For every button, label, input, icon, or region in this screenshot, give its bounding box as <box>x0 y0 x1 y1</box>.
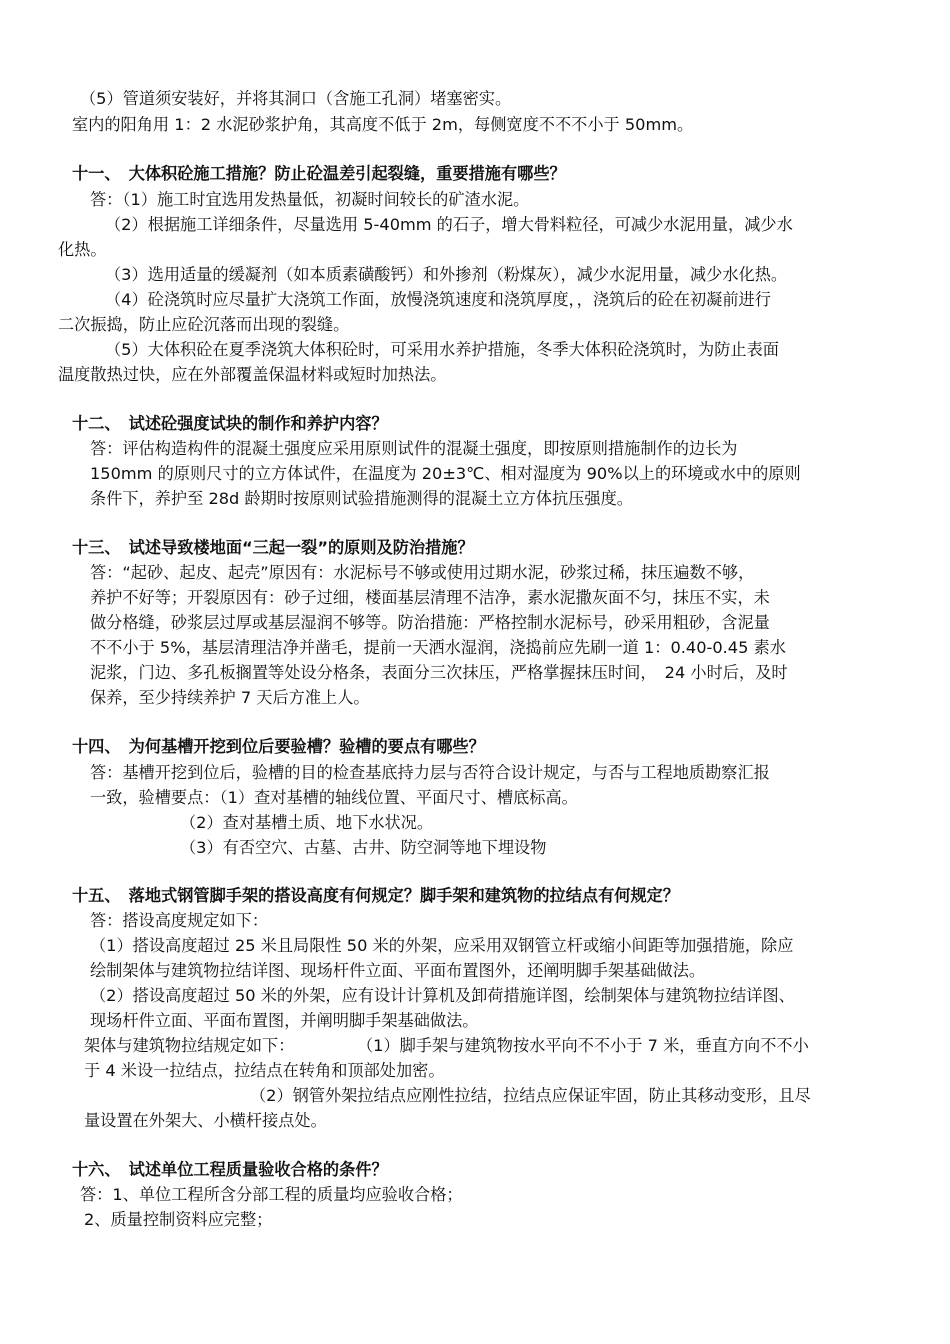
text-line: 答：搭设高度规定如下： <box>90 911 269 930</box>
text-line: 答：（1）施工时宜选用发热量低，初凝时间较长的矿渣水泥。 <box>90 190 530 209</box>
text-line: 做分格缝，砂浆层过厚或基层湿润不够等。防治措施：严格控制水泥标号，砂采用粗砂，含泥量 <box>90 613 770 632</box>
section-heading: 十四、 为何基槽开挖到位后要验槽？验槽的要点有哪些？ <box>72 737 485 756</box>
text-line: 量设置在外架大、小横杆接点处。 <box>84 1111 327 1130</box>
text-line: （5）管道须安装好，并将其洞口（含施工孔洞）堵塞密实。 <box>80 89 512 108</box>
text-line: 绘制架体与建筑物拉结详图、现场杆件立面、平面布置图外，还阐明脚手架基础做法。 <box>90 961 706 980</box>
text-line: 条件下，养护至 28d 龄期时按原则试验措施测得的混凝土立方体抗压强度。 <box>90 489 633 508</box>
text-line: （2）钢管外架拉结点应刚性拉结，拉结点应保证牢固，防止其移动变形，且尽 <box>250 1086 811 1105</box>
text-line: （5）大体积砼在夏季浇筑大体积砼时，可采用水养护措施，冬季大体积砼浇筑时，为防止表面 <box>105 340 779 359</box>
text-line: 不不小于 5%，基层清理洁净并凿毛，提前一天洒水湿润，浇捣前应先刷一道 1：0.40-0.45 素水 <box>90 638 786 657</box>
text-line: （3）有否空穴、古墓、古井、防空洞等地下埋设物 <box>180 838 547 857</box>
text-line: 150mm 的原则尺寸的立方体试件，在温度为 20±3℃、相对湿度为 90%以上的环境或水中的原则 <box>90 464 801 483</box>
text-line: 养护不好等；开裂原因有：砂子过细，楼面基层清理不洁净，素水泥撒灰面不匀，抹压不实，未 <box>90 588 770 607</box>
text-line: 答：“起砂、起皮、起壳”原因有：水泥标号不够或使用过期水泥，砂浆过稀，抹压遍数不够， <box>90 563 755 582</box>
text-line: （2）搭设高度超过 50 米的外架，应有设计计算机及卸荷措施详图，绘制架体与建筑物拉结详图、 <box>90 986 795 1005</box>
section-heading: 十六、 试述单位工程质量验收合格的条件？ <box>72 1160 388 1179</box>
text-line: 一致，验槽要点：（1）查对基槽的轴线位置、平面尺寸、槽底标高。 <box>90 788 578 807</box>
text-line: 2、质量控制资料应完整； <box>84 1210 273 1229</box>
section-heading: 十五、 落地式钢管脚手架的搭设高度有何规定？脚手架和建筑物的拉结点有何规定？ <box>72 886 680 905</box>
section-heading: 十一、 大体积砼施工措施？防止砼温差引起裂缝，重要措施有哪些？ <box>72 164 566 183</box>
text-line: 化热。 <box>58 240 107 259</box>
text-line: （2）查对基槽土质、地下水状况。 <box>180 813 434 832</box>
text-line: （2）根据施工详细条件，尽量选用 5-40mm 的石子，增大骨料粒径，可减少水泥用量，减少水 <box>105 215 793 234</box>
text-line: 温度散热过快，应在外部覆盖保温材料或短时加热法。 <box>58 365 447 384</box>
section-heading: 十三、 试述导致楼地面“三起一裂”的原则及防治措施？ <box>72 538 474 557</box>
text-line: （3）选用适量的缓凝剂（如本质素磺酸钙）和外掺剂（粉煤灰），减少水泥用量，减少水化热。 <box>105 265 788 284</box>
text-line: 答：评估构造构件的混凝土强度应采用原则试件的混凝土强度，即按原则措施制作的边长为 <box>90 439 738 458</box>
text-line: 架体与建筑物拉结规定如下： <box>84 1036 295 1055</box>
text-line: 答：基槽开挖到位后，验槽的目的检查基底持力层与否符合设计规定，与否与工程地质勘察汇报 <box>90 763 770 782</box>
text-line: 二次振捣，防止应砼沉落而出现的裂缝。 <box>58 315 350 334</box>
text-line: 室内的阳角用 1：2 水泥砂浆护角，其高度不低于 2m，每侧宽度不不不小于 50mm。 <box>72 115 694 134</box>
text-line: 于 4 米设一拉结点，拉结点在转角和顶部处加密。 <box>84 1061 445 1080</box>
text-line: （1）脚手架与建筑物按水平向不不小于 7 米，垂直方向不不小 <box>357 1036 809 1055</box>
text-line: 泥浆，门边、多孔板搁置等处设分格条，表面分三次抹压，严格掌握抹压时间， 24 小时后，及时 <box>90 663 788 682</box>
section-heading: 十二、 试述砼强度试块的制作和养护内容？ <box>72 414 388 433</box>
text-line: 保养，至少持续养护 7 天后方准上人。 <box>90 688 370 707</box>
text-line: （4）砼浇筑时应尽量扩大浇筑工作面，放慢浇筑速度和浇筑厚度，，浇筑后的砼在初凝前进行 <box>105 290 771 309</box>
text-line: 答：1、单位工程所含分部工程的质量均应验收合格； <box>80 1185 463 1204</box>
text-line: （1）搭设高度超过 25 米且局限性 50 米的外架，应采用双钢管立杆或缩小间距等加强措施，除应 <box>90 936 794 955</box>
text-line: 现场杆件立面、平面布置图，并阐明脚手架基础做法。 <box>90 1011 479 1030</box>
